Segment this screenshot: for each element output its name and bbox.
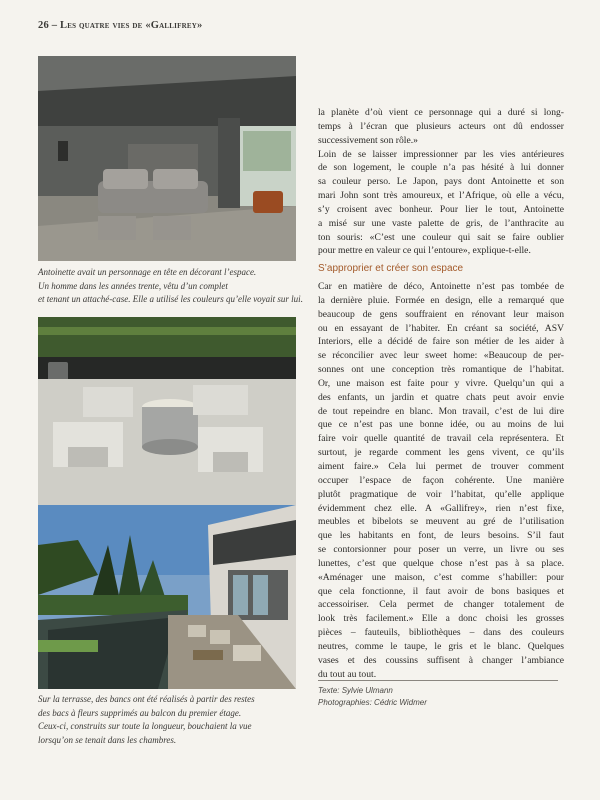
text-line: Car en matière de déco, Antoinette n’est pas tombée de xyxy=(318,281,564,292)
text-line: successivement son rôle.» xyxy=(318,134,418,146)
terrace-benches-photo xyxy=(38,317,296,505)
photo-caption-1 xyxy=(38,266,308,307)
text-line: la dernière pluie. Formée en design, elle a remarqué que xyxy=(318,294,564,306)
text-line: lunettes, c’est que quelque chose n’est pas à sa place. xyxy=(318,557,564,569)
article-credits xyxy=(318,680,558,708)
text-line: surtout, je regarde comment les gens vivent, ce qu’ils xyxy=(318,447,564,459)
text-line: s’y croisent avec bonheur. Pour lier le tout, Antoinette xyxy=(318,203,564,215)
text-line: look très facilement.» Elle a donc choisi les grosses xyxy=(318,613,564,625)
caption-line: et tenant un attaché-case. Elle a utilisé les couleurs qu’elle voyait sur lui. xyxy=(38,294,303,305)
text-line: que ce n’est pas une bonne idée, ou au moins de lui xyxy=(318,419,564,431)
text-line: beaucoup de gens souffraient en rénovant leur maison xyxy=(318,308,564,320)
caption-line: Un homme dans les années trente, vêtu d’un complet xyxy=(38,280,228,291)
text-line: faire voir quelle quantité de travail cela représentera. Et xyxy=(318,433,564,445)
text-line: Or, une maison est faite pour y vivre. Quelqu’un qui a xyxy=(318,377,564,389)
photo-caption-2 xyxy=(38,693,308,747)
text-line: des enfants, un jardin et quatre chats peut avoir envie xyxy=(318,391,564,403)
text-credit: Texte: Sylvie Ulmann xyxy=(318,686,393,695)
caption-line: Antoinette avait un personnage en tête en décorant l’espace. xyxy=(38,267,257,277)
text-line: évidemment chez elle. A «Gallifrey», rien n’est fixe, xyxy=(318,502,564,514)
text-line: temps à l’écran que plusieurs acteurs ont dû endosser xyxy=(318,120,564,132)
text-line: se réconcilier avec leur sweet home: «Beaucoup de per- xyxy=(318,350,564,362)
house-pool-photo xyxy=(38,505,296,689)
text-line: «Aménager une maison, c’est comme s’habiller: pour xyxy=(318,571,564,583)
text-line: vases et des coussins suffisent à changer l’ambiance xyxy=(318,654,564,666)
caption-line: des bacs à fleurs supprimés au balcon du premier étage. xyxy=(38,707,242,718)
caption-line: lorsqu’on se tenait dans les chambres. xyxy=(38,734,177,745)
text-line: ton souris: «C’est une couleur qui sait se faire oublier xyxy=(318,231,564,243)
text-line: sonnes ont une conception très romantique de l’habitat. xyxy=(318,364,564,376)
text-line: de son logement, le couple n’a pas hésité à lui donner xyxy=(318,162,564,174)
text-line: la planète d’où vient ce personnage qui a duré si long- xyxy=(318,107,564,118)
photo-credit: Photographies: Cédric Widmer xyxy=(318,697,427,707)
page-header: 26 – Les quatre vies de «Gallifrey» xyxy=(38,20,203,31)
text-line: pièces – fauteuils, bibliothèques – dans des couleurs xyxy=(318,627,564,639)
text-line: a misé sur une vaste palette de gris, de l’anthracite au xyxy=(318,217,564,229)
text-line: plutôt pragmatique de voir l’habitat, qu’elle applique xyxy=(318,488,564,500)
text-line: que cela fonctionne, il faut avoir de bons basiques et xyxy=(318,585,564,597)
text-line: mari John sont très amoureux, et l’Afrique, où elle a vécu, xyxy=(318,190,564,202)
article-text-bottom xyxy=(318,280,564,681)
text-line: de tout repeindre en blanc. Mon travail, c’est de lui dire xyxy=(318,405,564,417)
text-line: neutres, comme le taupe, le gris et le blanc. Quelques xyxy=(318,640,564,652)
text-line: se contorsionner pour poser un verre, un livre ou ses xyxy=(318,544,564,556)
living-room-photo xyxy=(38,56,296,261)
text-line: du tout au tout. xyxy=(318,668,377,680)
text-line: Interiors, elle a décidé de faire son métier de les aider à xyxy=(318,336,564,348)
text-line: que les habitants en font, de leurs besoins. S’il faut xyxy=(318,530,564,542)
text-line: aiment faire.» Cela lui permet de trouver comment xyxy=(318,460,564,472)
article-subheading: S’approprier et créer son espace xyxy=(318,263,464,274)
caption-line: Sur la terrasse, des bancs ont été réalisés à partir des restes xyxy=(38,694,255,704)
caption-line: Ceux-ci, construits sur toute la longueur, bouchaient la vue xyxy=(38,721,252,732)
text-line: occuper l’espace de façon cohérente. Une manière xyxy=(318,474,564,486)
text-line: Loin de se laisser impressionner par les vies antérieures xyxy=(318,148,564,160)
text-line: ou en essayant de l’habiter. En créant sa société, ASV xyxy=(318,322,564,334)
text-line: pour mettre en valeur ce qui l’entoure», explique-t-elle. xyxy=(318,245,531,257)
text-line: accessoiriser. Cela permet de changer totalement de xyxy=(318,599,564,611)
article-text-top xyxy=(318,106,564,258)
text-line: meubles et bibelots se meuvent au gré de l’utilisation xyxy=(318,516,564,528)
text-line: sa couleur perso. Le Japon, pays dont Antoinette et son xyxy=(318,176,564,188)
